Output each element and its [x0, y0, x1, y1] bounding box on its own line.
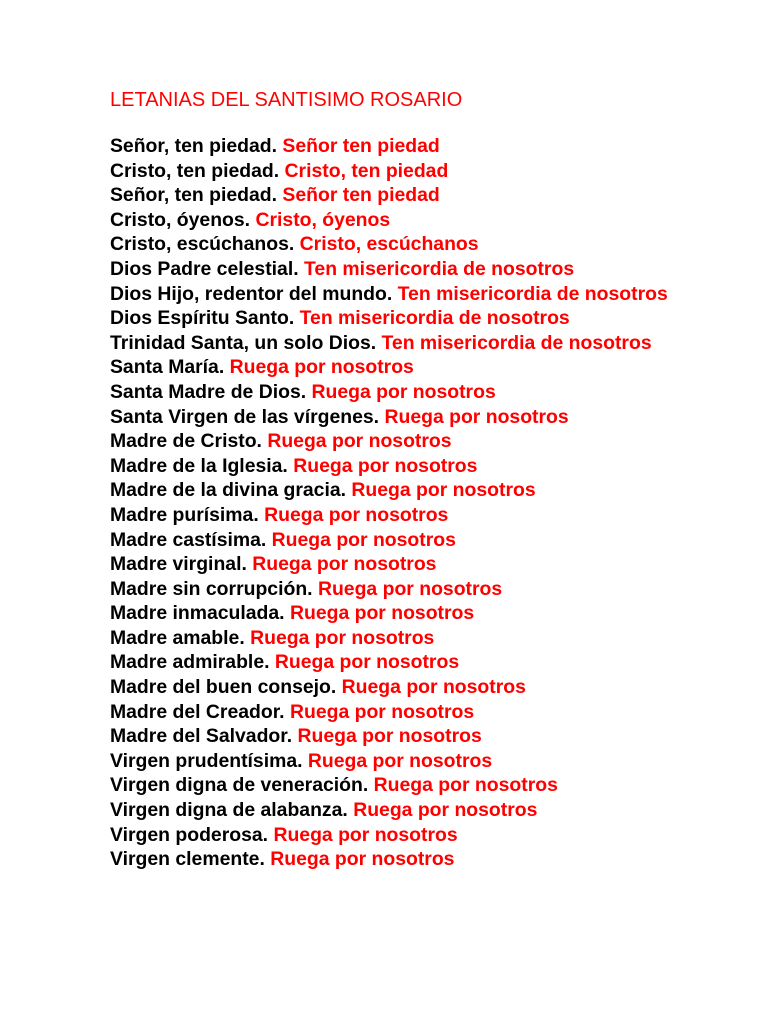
litany-line — [110, 134, 670, 159]
invocation-text: Madre de la Iglesia. — [110, 454, 288, 477]
response-text: Ruega por nosotros — [273, 823, 458, 846]
response-text: Señor ten piedad — [282, 184, 440, 207]
invocation-text: Madre del Creador. — [110, 700, 285, 723]
invocation-text: Dios Espíritu Santo. — [110, 307, 295, 330]
response-text: Ruega por nosotros — [293, 454, 478, 477]
invocation-text: Madre virginal. — [110, 553, 247, 576]
invocation-text: Madre del Salvador. — [110, 725, 293, 748]
litany-line — [110, 355, 670, 380]
invocation-text: Madre admirable. — [110, 651, 270, 674]
invocation-text: Santa María. — [110, 356, 225, 379]
document-page — [110, 86, 670, 872]
response-text: Señor ten piedad — [282, 135, 440, 157]
litany-line — [110, 823, 670, 848]
litany-line — [110, 847, 670, 872]
response-text: Ruega por nosotros — [373, 774, 558, 797]
invocation-text: Madre de Cristo. — [110, 430, 262, 453]
litany-line — [110, 724, 670, 749]
litany-line — [110, 749, 670, 774]
litany-line — [110, 626, 670, 651]
invocation-text: Virgen digna de veneración. — [110, 774, 369, 797]
response-text: Ruega por nosotros — [307, 749, 493, 772]
invocation-text: Madre purísima. — [110, 503, 259, 526]
invocation-text: Virgen prudentísima. — [110, 749, 303, 772]
litany-line — [110, 257, 670, 282]
litany-line — [110, 675, 670, 700]
response-text: Ruega por nosotros — [311, 380, 496, 403]
litany-line — [110, 478, 670, 503]
litany-line — [110, 577, 670, 602]
response-text: Ruega por nosotros — [229, 356, 414, 379]
response-text: Ruega por nosotros — [252, 553, 437, 576]
response-text: Ruega por nosotros — [317, 577, 503, 600]
litany-line — [110, 454, 670, 479]
response-text: Ruega por nosotros — [351, 479, 536, 502]
response-text: Ten misericordia de nosotros — [299, 307, 570, 330]
response-text: Ruega por nosotros — [353, 799, 538, 822]
litany-line — [110, 528, 670, 553]
litany-line — [110, 700, 670, 725]
litany-line — [110, 650, 670, 675]
litany-line — [110, 159, 670, 184]
invocation-text: Virgen clemente. — [110, 848, 265, 871]
invocation-text: Trinidad Santa, un solo Dios. — [110, 331, 377, 354]
invocation-text: Madre amable. — [110, 626, 245, 649]
invocation-text: Señor, ten piedad. — [110, 184, 278, 207]
response-text: Ten misericordia de nosotros — [381, 331, 652, 354]
invocation-text: Dios Padre celestial. — [110, 257, 299, 280]
response-text: Ruega por nosotros — [289, 602, 475, 625]
litany-line — [110, 282, 670, 307]
invocation-text: Virgen digna de alabanza. — [110, 799, 348, 822]
invocation-text: Santa Madre de Dios. — [110, 380, 307, 403]
litany-line — [110, 798, 670, 823]
litany-line — [110, 208, 670, 233]
response-text: Ruega por nosotros — [274, 651, 460, 674]
response-text: Ruega por nosotros — [267, 430, 452, 453]
invocation-text: Cristo, escúchanos. — [110, 233, 295, 256]
invocation-text: Cristo, óyenos. — [110, 208, 251, 231]
litany-line — [110, 183, 670, 208]
response-text: Ten misericordia de nosotros — [304, 257, 575, 280]
litany-line — [110, 601, 670, 626]
litany-line — [110, 331, 670, 356]
litany-line — [110, 232, 670, 257]
invocation-text: Señor, ten piedad. — [110, 135, 278, 157]
litany-line — [110, 503, 670, 528]
invocation-text: Cristo, ten piedad. — [110, 159, 280, 182]
litany-line — [110, 405, 670, 430]
invocation-text: Santa Virgen de las vírgenes. — [110, 405, 380, 428]
response-text: Ruega por nosotros — [289, 700, 475, 723]
invocation-text: Madre sin corrupción. — [110, 577, 313, 600]
litany-line — [110, 380, 670, 405]
invocation-text: Madre de la divina gracia. — [110, 479, 347, 502]
invocation-text: Madre castísima. — [110, 528, 267, 551]
response-text: Ten misericordia de nosotros — [397, 282, 668, 305]
response-text: Ruega por nosotros — [297, 725, 482, 748]
page-title: LETANIAS DEL SANTISIMO ROSARIO — [110, 89, 463, 111]
litany-line — [110, 429, 670, 454]
invocation-text: Madre del buen consejo. — [110, 676, 337, 699]
litany-list — [110, 134, 670, 872]
response-text: Ruega por nosotros — [384, 405, 569, 428]
response-text: Ruega por nosotros — [341, 676, 526, 699]
invocation-text: Dios Hijo, redentor del mundo. — [110, 282, 393, 305]
response-text: Cristo, ten piedad — [284, 159, 449, 182]
litany-line — [110, 552, 670, 577]
response-text: Cristo, óyenos — [255, 208, 391, 231]
response-text: Ruega por nosotros — [264, 503, 449, 526]
invocation-text: Madre inmaculada. — [110, 602, 285, 625]
litany-line — [110, 306, 670, 331]
response-text: Ruega por nosotros — [271, 528, 456, 551]
response-text: Ruega por nosotros — [250, 626, 435, 649]
response-text: Cristo, escúchanos — [299, 233, 479, 256]
litany-line — [110, 773, 670, 798]
invocation-text: Virgen poderosa. — [110, 823, 269, 846]
response-text: Ruega por nosotros — [270, 848, 455, 871]
